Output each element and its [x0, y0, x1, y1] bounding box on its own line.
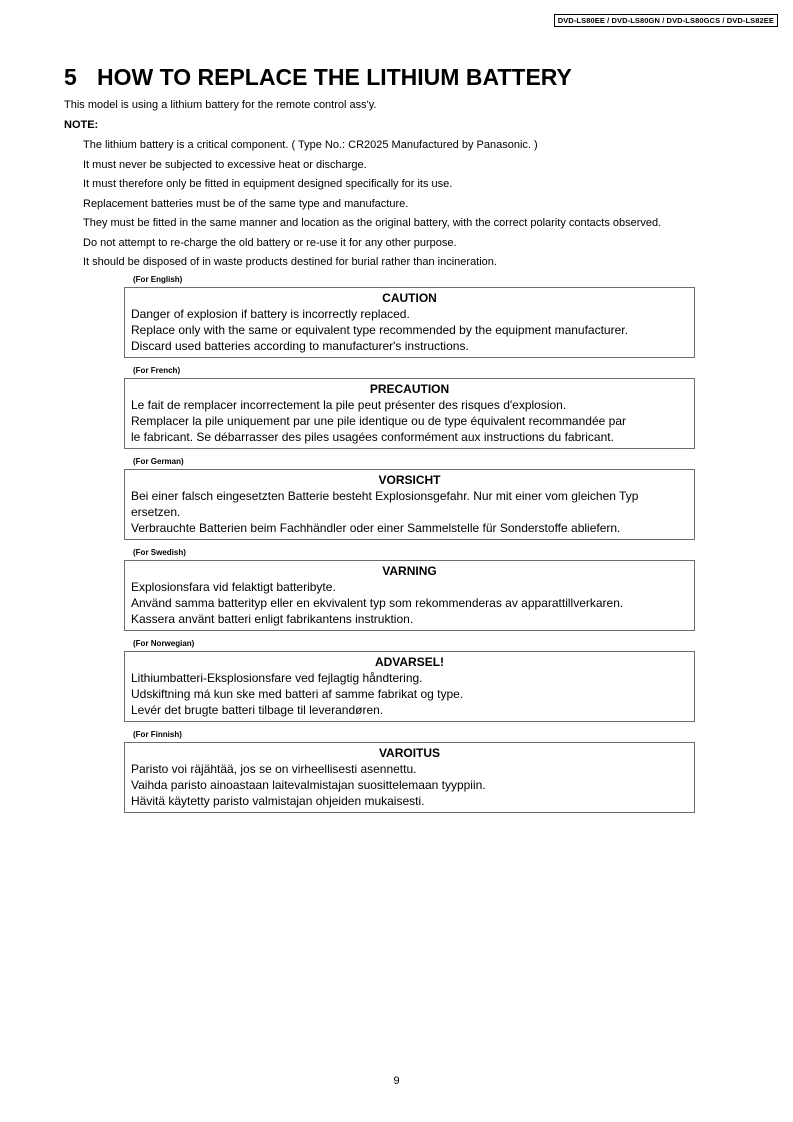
note-item: Replacement batteries must be of the same type and manufacture.: [83, 197, 409, 210]
warning-blocks: [124, 274, 695, 820]
warning-title: VORSICHT: [378, 473, 441, 487]
warning-line: Udskiftning má kun ske med batteri af samme fabrikat og type.: [131, 687, 464, 701]
language-label: (For Finnish): [133, 730, 182, 739]
warning-line: Levér det brugte batteri tilbage til leverandøren.: [131, 703, 384, 717]
warning-title: VARNING: [382, 564, 437, 578]
note-item: It should be disposed of in waste products destined for burial rather than incineration.: [83, 256, 497, 268]
note-item: It must therefore only be fitted in equipment designed specifically for its use.: [83, 178, 453, 190]
section-title-text: HOW TO REPLACE THE LITHIUM BATTERY: [97, 64, 572, 90]
page-title: [64, 62, 572, 92]
warning-norwegian: [124, 638, 695, 722]
warning-line: Discard used batteries according to manufacturer's instructions.: [131, 339, 469, 353]
warning-box: [124, 378, 695, 449]
note-item: It must never be subjected to excessive heat or discharge.: [83, 158, 367, 171]
model-header: DVD-LS80EE / DVD-LS80GN / DVD-LS80GCS / DVD-LS82EE: [554, 14, 778, 27]
warning-finnish: [124, 729, 695, 813]
warning-box: [124, 651, 695, 722]
warning-line: Använd samma batterityp eller en ekvivalent typ som rekommenderas av apparattillverkaren.: [131, 596, 624, 610]
warning-line: Danger of explosion if battery is incorrectly replaced.: [131, 307, 410, 321]
warning-line: Remplacer la pile uniquement par une pile identique ou de type équivalent recommandée par: [131, 414, 626, 428]
warning-german: [124, 456, 695, 540]
page-number: 9: [393, 1075, 400, 1087]
note-list: [83, 138, 661, 275]
section-number: 5: [64, 64, 77, 90]
warning-english: [124, 274, 695, 358]
warning-line: Lithiumbatteri-Eksplosionsfare ved fejlagtig håndtering.: [131, 671, 423, 685]
language-label: (For German): [133, 457, 184, 466]
language-label: (For Swedish): [133, 548, 186, 557]
warning-french: [124, 365, 695, 449]
warning-title: VAROITUS: [378, 746, 441, 760]
warning-line: Replace only with the same or equivalent type recommended by the equipment manufacturer.: [131, 323, 628, 337]
warning-title: ADVARSEL!: [374, 655, 445, 669]
warning-line: Paristo voi räjähtää, jos se on virheellisesti asennettu.: [131, 762, 417, 776]
warning-box: [124, 287, 695, 358]
warning-title: PRECAUTION: [369, 382, 450, 396]
language-label: (For English): [133, 275, 183, 284]
warning-box: [124, 742, 695, 813]
warning-line: le fabricant. Se débarrasser des piles usagées conformément aux instructions du fabricant.: [131, 430, 614, 444]
warning-line: Kassera använt batteri enligt fabrikantens instruktion.: [131, 612, 414, 626]
language-label: (For French): [133, 366, 181, 375]
warning-line: Verbrauchte Batterien beim Fachhändler oder einer Sammelstelle für Sonderstoffe abliefern.: [131, 521, 621, 535]
warning-line: ersetzen.: [131, 505, 181, 519]
warning-line: Le fait de remplacer incorrectement la pile peut présenter des risques d'explosion.: [131, 398, 567, 412]
warning-line: Bei einer falsch eingesetzten Batterie besteht Explosionsgefahr. Nur mit einer vom gleichen Typ: [131, 489, 639, 503]
warning-box: [124, 560, 695, 631]
warning-line: Vaihda paristo ainoastaan laitevalmistajan suosittelemaan tyyppiin.: [131, 778, 486, 792]
note-item: They must be fitted in the same manner and location as the original battery, with the correct polarity contacts observed.: [83, 217, 662, 229]
warning-box: [124, 469, 695, 540]
note-label: NOTE:: [64, 119, 99, 131]
warning-line: Hävitä käytetty paristo valmistajan ohjeiden mukaisesti.: [131, 794, 425, 808]
warning-line: Explosionsfara vid felaktigt batteribyte.: [131, 580, 336, 594]
note-item: Do not attempt to re-charge the old battery or re-use it for any other purpose.: [83, 236, 457, 249]
note-item: The lithium battery is a critical component. ( Type No.: CR2025 Manufactured by Panasonic. ): [83, 139, 538, 151]
intro-text: This model is using a lithium battery for the remote control ass'y.: [64, 99, 377, 111]
warning-title: CAUTION: [382, 291, 437, 305]
warning-swedish: [124, 547, 695, 631]
language-label: (For Norwegian): [133, 639, 195, 648]
